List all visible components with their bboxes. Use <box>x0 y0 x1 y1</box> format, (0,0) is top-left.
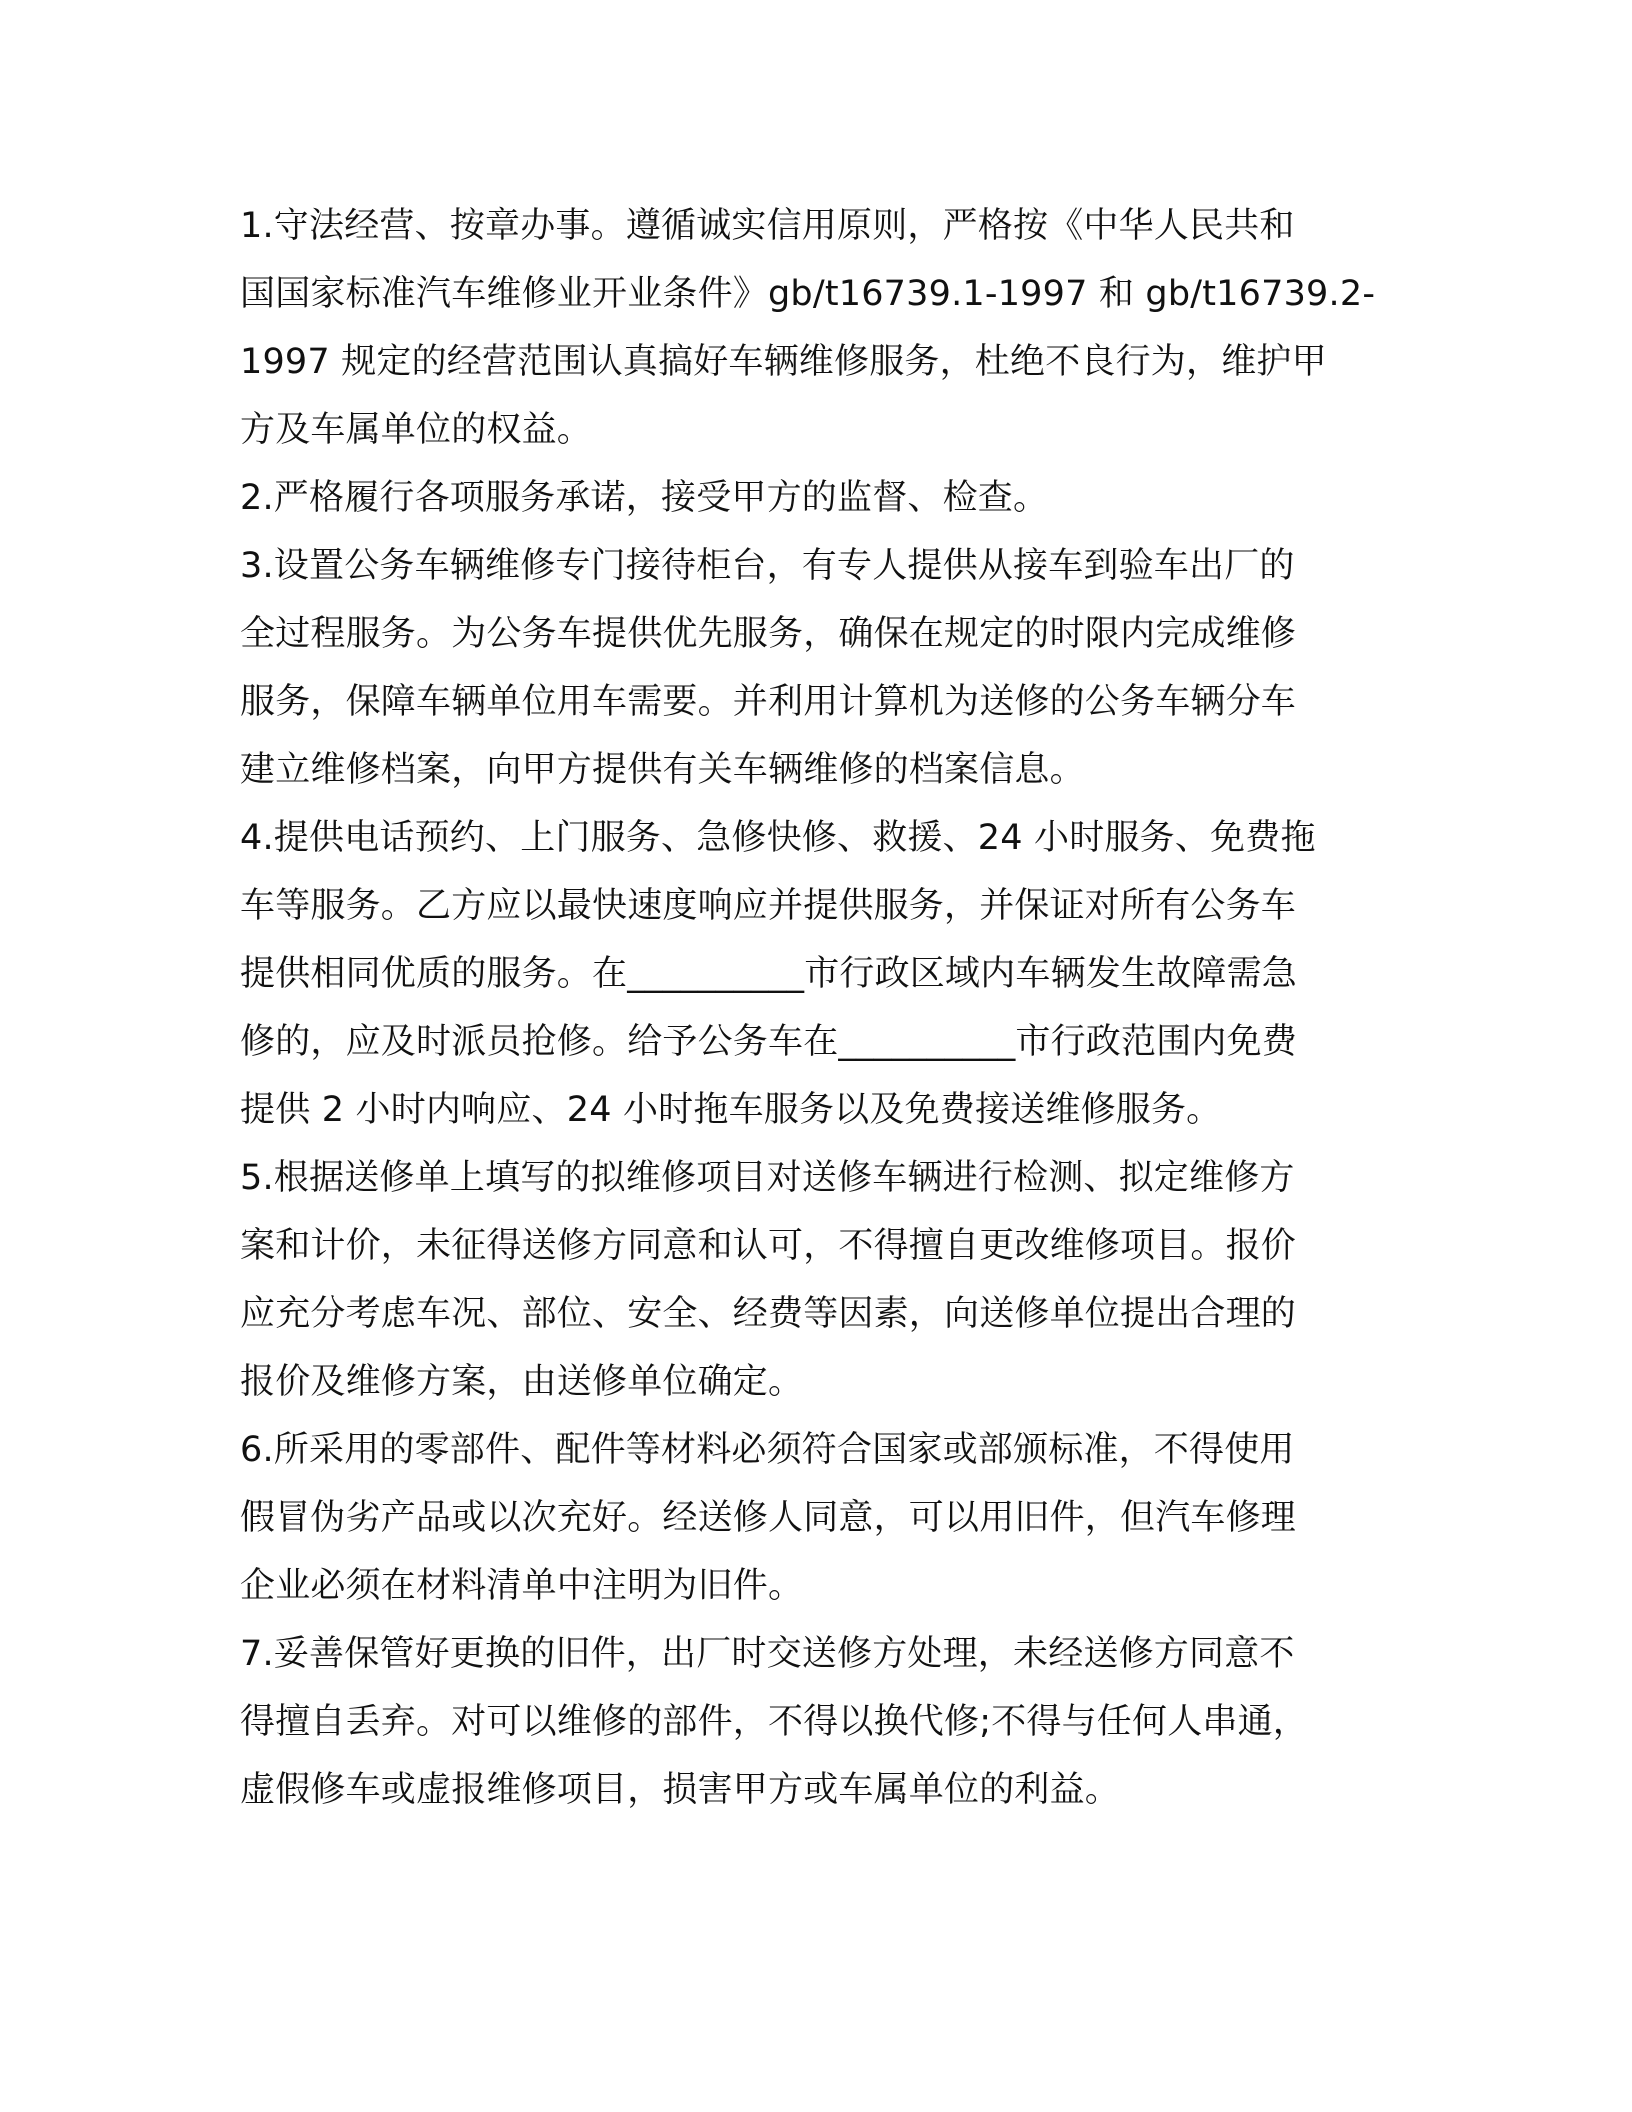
text-line: 4.提供电话预约、上门服务、急修快修、救援、24 小时服务、免费拖 <box>240 818 1316 858</box>
text-line: 1997 规定的经营范围认真搞好车辆维修服务，杜绝不良行为，维护甲 <box>240 342 1327 382</box>
document-body <box>240 192 1400 1824</box>
text-line: 修的，应及时派员抢修。给予公务车在__________市行政范围内免费 <box>240 1022 1298 1062</box>
text-line: 车等服务。乙方应以最快速度响应并提供服务，并保证对所有公务车 <box>240 886 1297 926</box>
text-line: 得擅自丢弃。对可以维修的部件，不得以换代修;不得与任何人串通， <box>240 1702 1308 1742</box>
text-line: 国国家标准汽车维修业开业条件》gb/t16739.1-1997 和 gb/t16739.2- <box>240 274 1376 314</box>
text-line: 1.守法经营、按章办事。遵循诚实信用原则，严格按《中华人民共和 <box>240 206 1295 246</box>
text-line: 提供 2 小时内响应、24 小时拖车服务以及免费接送维修服务。 <box>240 1090 1222 1130</box>
text-line: 报价及维修方案，由送修单位确定。 <box>240 1362 804 1402</box>
text-line: 假冒伪劣产品或以次充好。经送修人同意，可以用旧件，但汽车修理 <box>240 1498 1297 1538</box>
text-line: 7.妥善保管好更换的旧件，出厂时交送修方处理，未经送修方同意不 <box>240 1634 1295 1674</box>
text-line: 3.设置公务车辆维修专门接待柜台，有专人提供从接车到验车出厂的 <box>240 546 1295 586</box>
text-line: 提供相同优质的服务。在__________市行政区域内车辆发生故障需急 <box>240 954 1298 994</box>
text-line: 全过程服务。为公务车提供优先服务，确保在规定的时限内完成维修 <box>240 614 1297 654</box>
text-line: 虚假修车或虚报维修项目，损害甲方或车属单位的利益。 <box>240 1770 1121 1810</box>
text-line: 方及车属单位的权益。 <box>240 410 593 450</box>
text-line: 6.所采用的零部件、配件等材料必须符合国家或部颁标准，不得使用 <box>240 1430 1295 1470</box>
text-line: 应充分考虑车况、部位、安全、经费等因素，向送修单位提出合理的 <box>240 1294 1297 1334</box>
text-line: 案和计价，未征得送修方同意和认可，不得擅自更改维修项目。报价 <box>240 1226 1297 1266</box>
text-line: 5.根据送修单上填写的拟维修项目对送修车辆进行检测、拟定维修方 <box>240 1158 1295 1198</box>
text-line: 企业必须在材料清单中注明为旧件。 <box>240 1566 804 1606</box>
text-line: 建立维修档案，向甲方提供有关车辆维修的档案信息。 <box>240 750 1085 790</box>
text-line: 2.严格履行各项服务承诺，接受甲方的监督、检查。 <box>240 478 1049 518</box>
text-line: 服务，保障车辆单位用车需要。并利用计算机为送修的公务车辆分车 <box>240 682 1297 722</box>
